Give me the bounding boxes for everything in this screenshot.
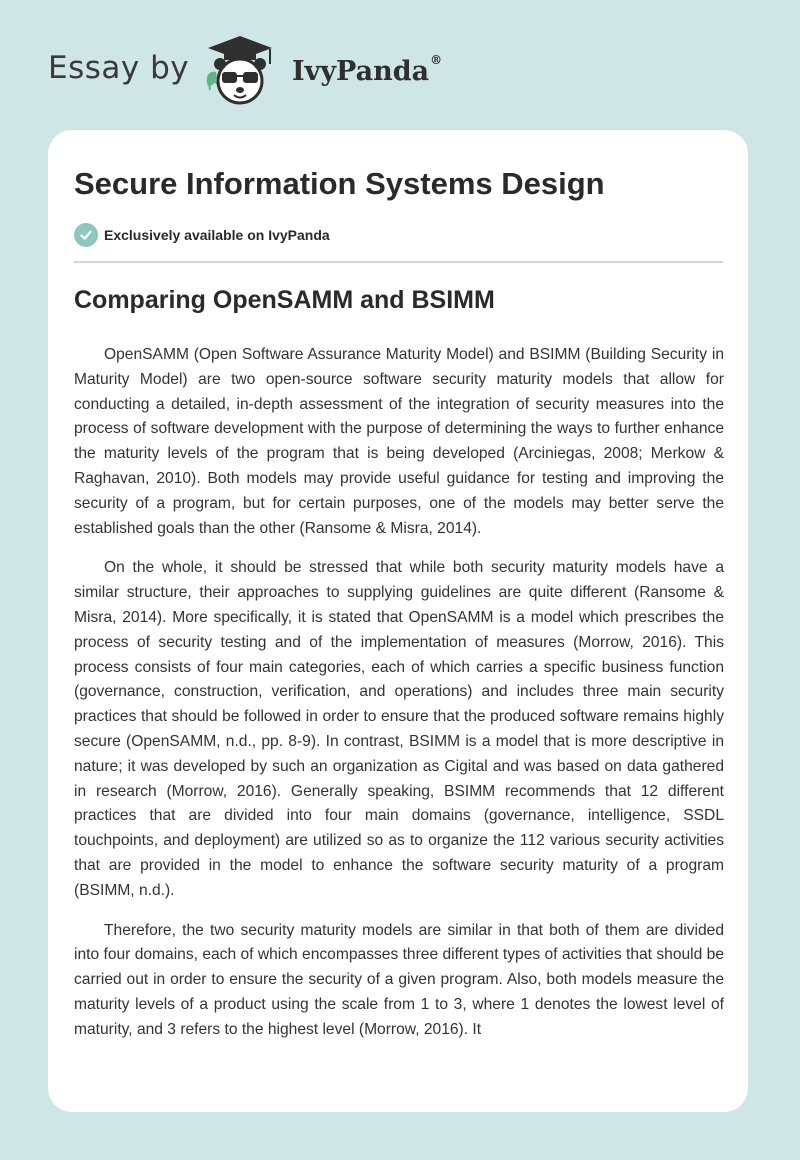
essay-title: Secure Information Systems Design <box>74 166 605 201</box>
paragraph: Therefore, the two security maturity models are similar in that both of them are divided into four domains, each of which encompasses three different types of activities that should be carried out in order to ensure the security of a given program. Also, both models measure the maturity levels of a product using the scale from 1 to 3, where 1 denotes the lowest level of maturity, and 3 refers to the highest level (Morrow, 2016). It <box>74 921 724 1038</box>
site-header <box>48 30 748 110</box>
paragraph: OpenSAMM (Open Software Assurance Maturity Model) and BSIMM (Building Security in Maturity Model) are two open-source software security maturity models that allow for conducting a detailed, in-depth assessment of the integration of security measures into the process of software development with the purpose of determining the ways to further enhance the maturity levels of the program that is being developed (Arciniegas, 2008; Merkow & Raghavan, 2010). Both models may provide useful guidance for testing and improving the security of a program, but for certain purposes, one of the models may better serve the established goals than the other (Ransome & Misra, 2014). <box>74 346 724 537</box>
badge-label: Exclusively available on IvyPanda <box>104 227 330 243</box>
registered-mark: ® <box>430 53 443 67</box>
essay-card <box>48 130 748 1112</box>
brand-label: IvyPanda <box>292 56 430 87</box>
exclusive-badge <box>74 222 330 248</box>
essay-by-label: Essay by <box>48 50 190 86</box>
brand-name[interactable] <box>292 53 443 87</box>
panda-logo-icon[interactable] <box>200 34 280 110</box>
paragraph: On the whole, it should be stressed that while both security maturity models have a similar structure, their approaches to supplying guidelines are quite different (Ransome & Misra, 2014). More specifically, it is stated that OpenSAMM is a model which prescribes the process of security testing and of the implementation of measures (Morrow, 2016). This process consists of four main categories, each of which carries a specific business function (governance, construction, verification, and operations) and includes three main security practices that should be followed in order to ensure that the produced software remains highly secure (OpenSAMM, n.d., pp. 8-9). In contrast, BSIMM is a model that is more descriptive in nature; it was developed by such an organization as Cigital and was based on data gathered in research (Morrow, 2016). Generally speaking, BSIMM recommends that 12 different practices that are divided into four main domains (governance, intelligence, SSDL touchpoints, and deployment) are utilized so as to organize the 112 various security activities that are provided in the model to enhance the software security maturity of a program (BSIMM, n.d.). <box>74 559 724 899</box>
section-heading: Comparing OpenSAMM and BSIMM <box>74 286 495 314</box>
essay-body <box>74 343 724 1058</box>
checkmark-icon <box>74 223 98 247</box>
divider <box>74 261 723 263</box>
